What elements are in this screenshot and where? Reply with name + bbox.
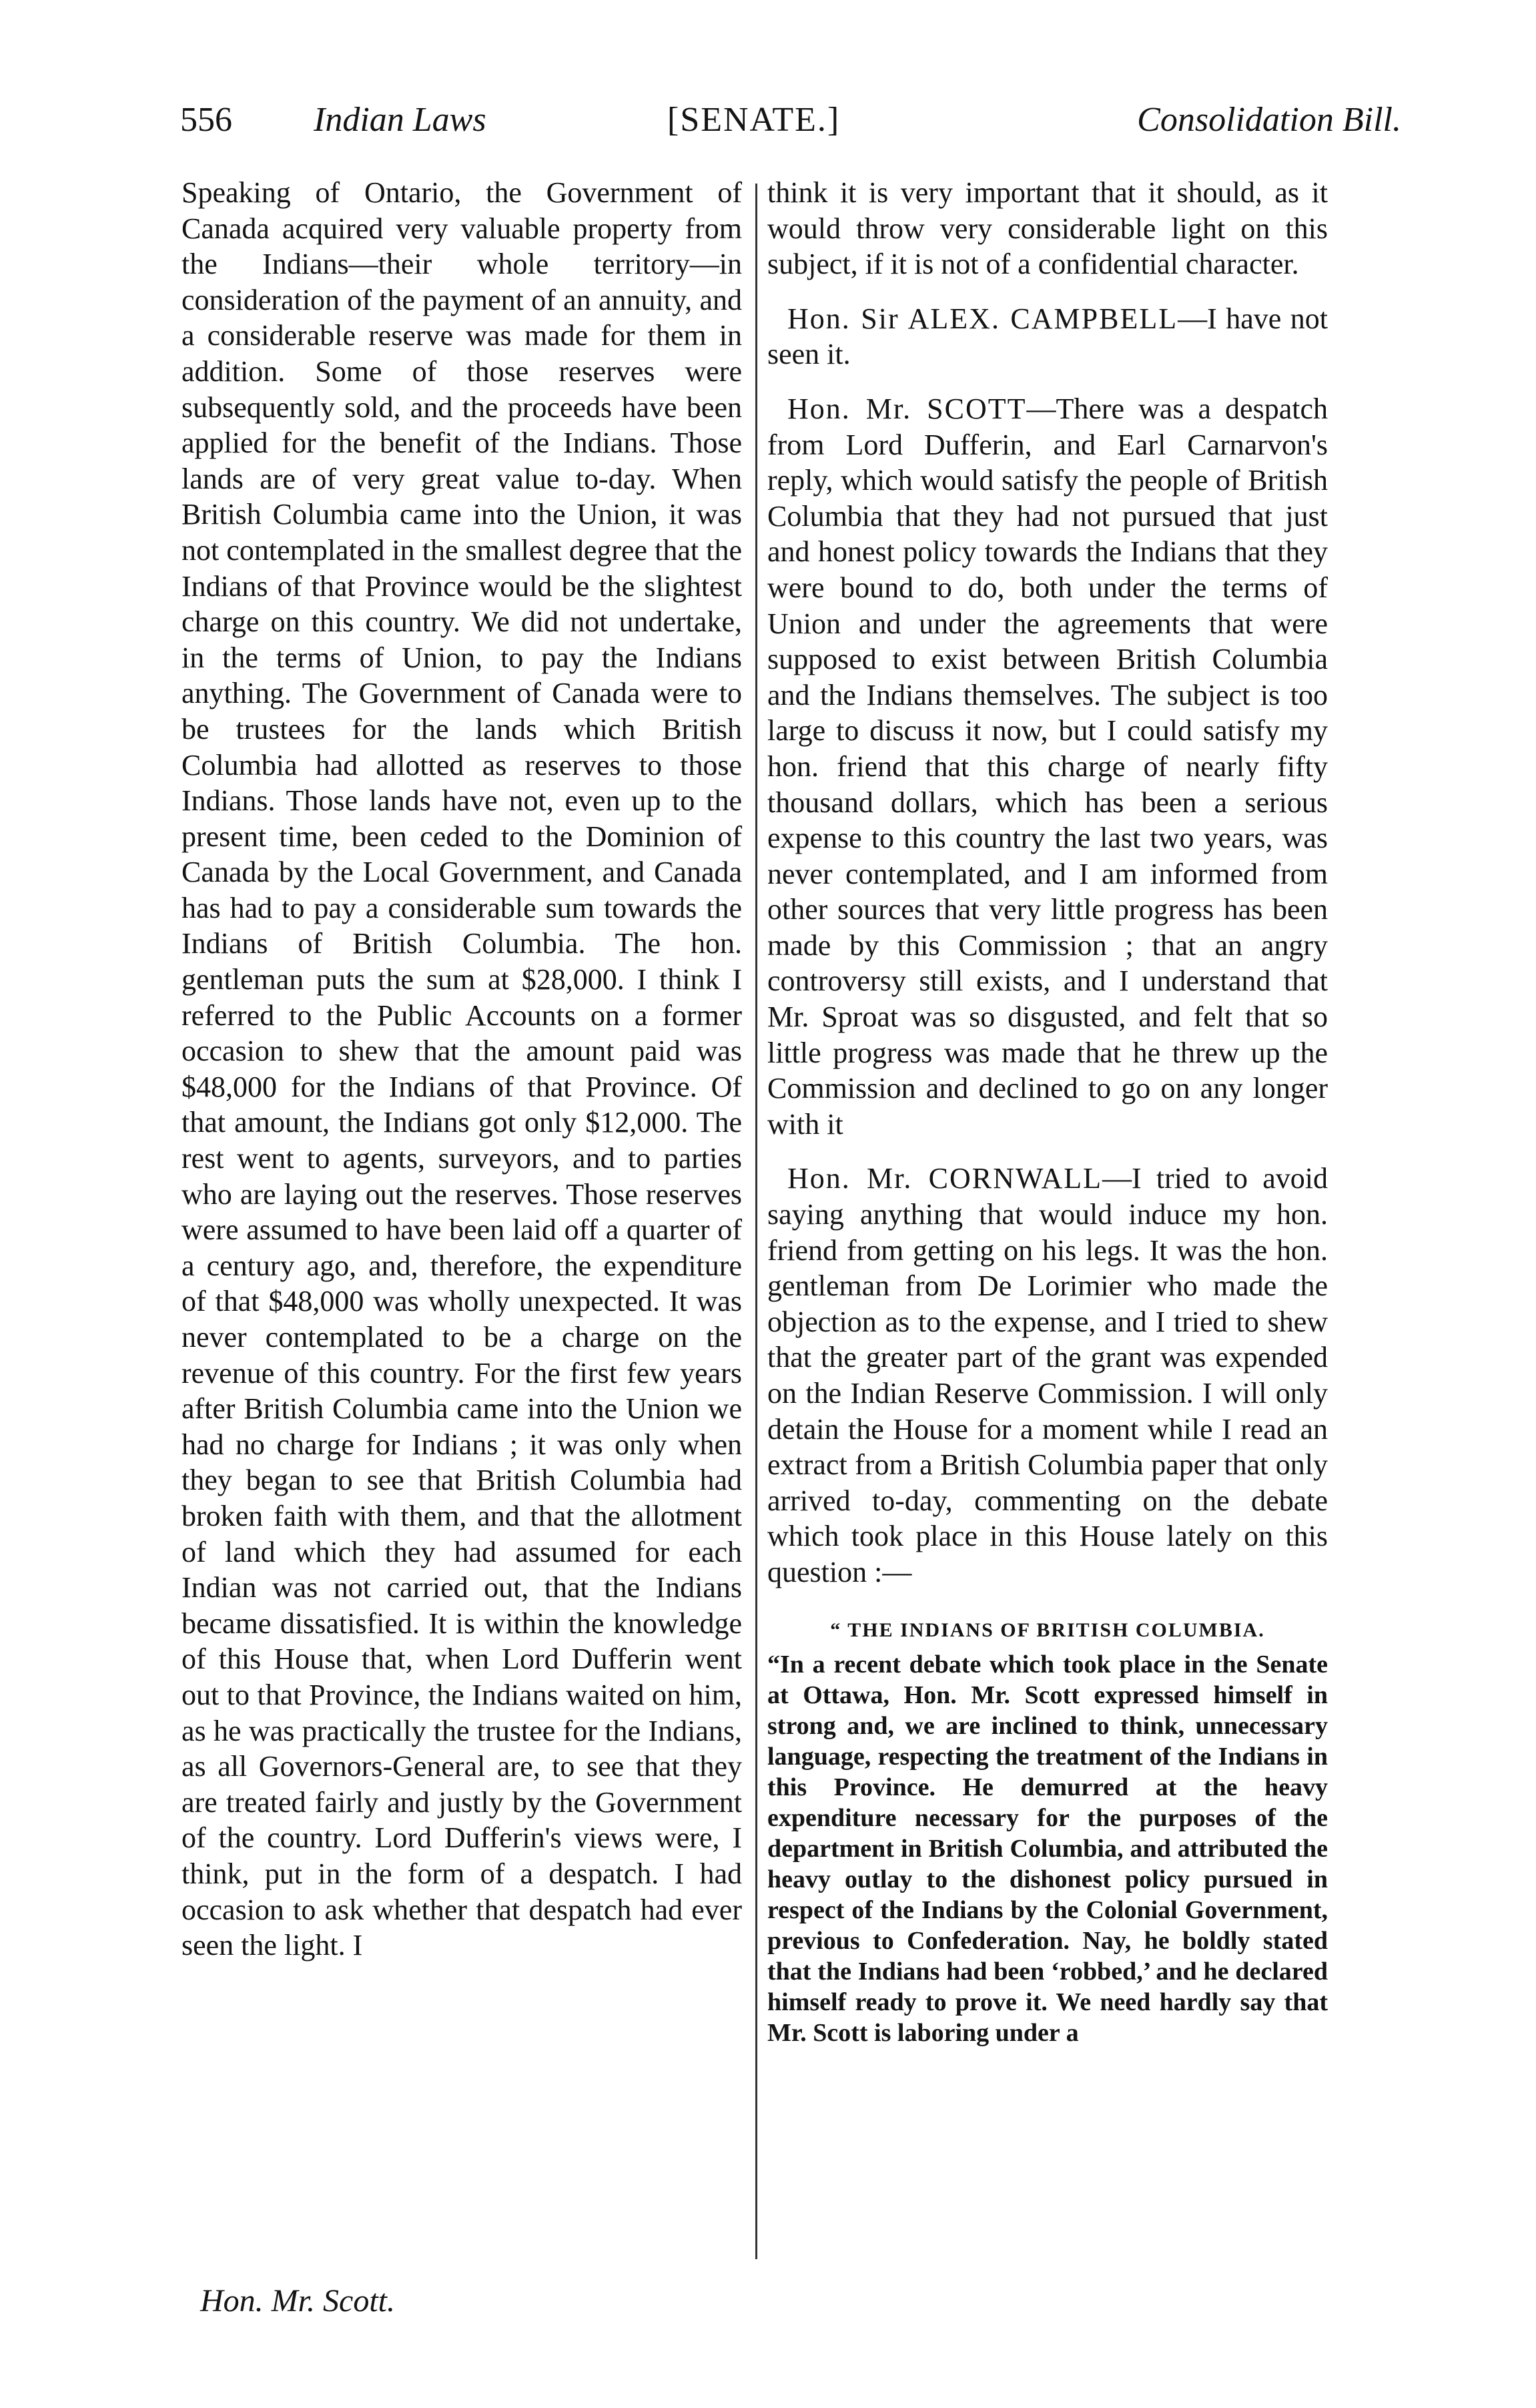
quote-title: “ THE INDIANS OF BRITISH COLUMBIA.: [830, 1618, 1265, 1641]
continuation-paragraph: think it is very important that it should, as it would throw very considerable light on this subject, if it is not of a confidential character.: [767, 176, 1328, 281]
header-right-title: Consolidation Bill.: [1137, 101, 1401, 139]
quote-body: “In a recent debate which took place in the Senate at Ottawa, Hon. Mr. Scott expressed himself in strong and, we are inclined to think, unnecessary language, respecting the treatment of the Indians in this Province. He demurred at the heavy expenditure necessary for the purposes of the department in British Columbia, and attributed the heavy outlay to the dishonest policy pursued in respect of the Indians by the Colonial Government, previous to Confederation. Nay, he boldly stated that the Indians had been ‘robbed,’ and he declared himself ready to prove it. We need hardly say that Mr. Scott is laboring under a: [767, 1650, 1328, 2047]
speaker-name: Hon. Mr. CORNWALL: [787, 1162, 1103, 1195]
right-column: [767, 175, 1328, 2048]
speech-text: —I have not seen it.: [767, 302, 1328, 371]
header-left-title: Indian Laws: [314, 101, 486, 139]
speech-scott: [767, 391, 1328, 1142]
speech-campbell: [767, 301, 1328, 372]
speech-text: —There was a despatch from Lord Dufferin, and Earl Carnarvon's reply, which would satisfy the people of British Columbia that they had not pursued that just and honest policy towards the Indians that they were bound to do, both under the terms of Union and under the agreements that were supposed to exist between British Columbia and the Indians themselves. The subject is too large to discuss it now, but I could satisfy my hon. friend that this charge of nearly fifty thousand dollars, which has been a serious expense to this country the last two years, was never contemplated, and I am informed from other sources that very little progress has been made by this Commission ; that an angry controversy still exists, and I understand that Mr. Sproat was so disgusted, and felt that so little progress was made that he threw up the Commission and declined to go on any longer with it: [767, 392, 1328, 1141]
left-column-paragraph: Speaking of Ontario, the Government of Canada acquired very valuable property from the Indians—their whole territory—in consideration of the payment of an annuity, and a considerable reserve was made for them in addition. Some of those reserves were subsequently sold, and the proceeds have been applied for the benefit of the Indians. Those lands are of very great value to-day. When British Columbia came into the Union, it was not contemplated in the smallest degree that the Indians of that Province would be the slightest charge on this country. We did not undertake, in the terms of Union, to pay the Indians anything. The Government of Canada were to be trustees for the lands which British Columbia had allotted as reserves to those Indians. Those lands have not, even up to the present time, been ceded to the Dominion of Canada by the Local Government, and Canada has had to pay a considerable sum towards the Indians of British Columbia. The hon. gentleman puts the sum at $28,000. I think I referred to the Public Accounts on a former occasion to shew that the amount paid was $48,000 for the Indians of that Province. Of that amount, the Indians got only $12,000. The rest went to agents, surveyors, and to parties who are laying out the reserves. Those reserves were assumed to have been laid off a quarter of a century ago, and, therefore, the expenditure of that $48,000 was wholly unexpected. It was never contemplated to be a charge on the revenue of this country. For the first few years after British Columbia came into the Union we had no charge for Indians ; it was only when they began to see that British Columbia had broken faith with them, and that the allotment of land which they had assumed for each Indian was not carried out, that the Indians became dissatisfied. It is within the knowledge of this House that, when Lord Dufferin went out to that Province, the Indians waited on him, as he was practically the trustee for the Indians, as all Governors-General are, to see that they are treated fairly and justly by the Government of the country. Lord Dufferin's views were, I think, put in the form of a despatch. I had occasion to ask whether that despatch had ever seen the light. I: [181, 176, 742, 1962]
left-column: [181, 175, 742, 1964]
page-number: 556: [180, 101, 232, 139]
column-divider: [755, 184, 757, 2259]
speaker-name: Hon. Sir ALEX. CAMPBELL: [787, 302, 1178, 335]
speech-text: —I tried to avoid saying anything that would induce my hon. friend from getting on his legs. It was the hon. gentleman from De Lorimier who made the objection as to the expense, and I tried to shew that the greater part of the grant was expended on the Indian Reserve Commission. I will only detain the House for a moment while I read an extract from a British Columbia paper that only arrived to-day, commenting on the debate which took place in this House lately on this question :—: [767, 1162, 1328, 1588]
header-center-title: [SENATE.]: [667, 101, 841, 139]
speaker-name: Hon. Mr. SCOTT: [787, 392, 1027, 425]
running-header: [180, 100, 1401, 154]
catchword: Hon. Mr. Scott.: [200, 2283, 395, 2319]
speech-cornwall: [767, 1161, 1328, 1590]
